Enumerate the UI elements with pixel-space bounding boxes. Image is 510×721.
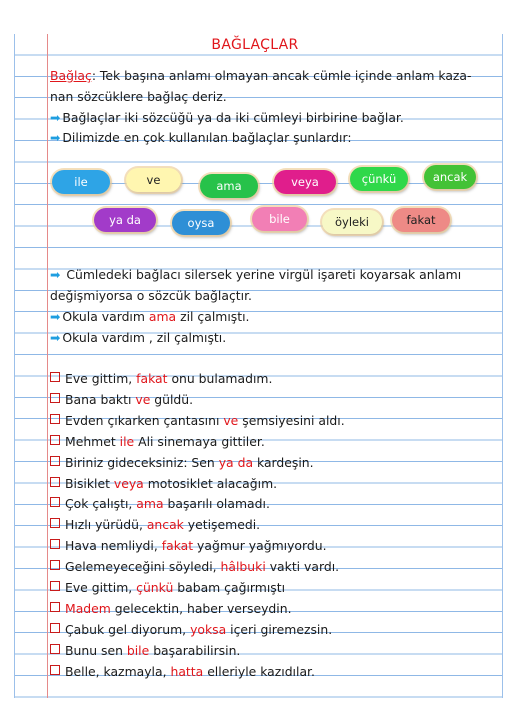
example-text-post: onu bulamadım.	[167, 371, 273, 386]
example-conjunction: ve	[223, 412, 239, 428]
example-conjunction: bile	[126, 642, 150, 658]
rule-example-1-conjunction: ama	[148, 309, 177, 324]
rule-example-1-pre: Okula vardım	[62, 309, 149, 324]
checkbox-square-icon	[50, 414, 60, 424]
conjunction-cloud: veya	[274, 170, 336, 194]
example-text-pre: Bisiklet	[65, 475, 114, 491]
rule-example-2-text: Okula vardım , zil çalmıştı.	[62, 330, 227, 345]
definition-term: Bağlaç	[50, 68, 92, 83]
example-text-pre: Belle, kazmayla,	[65, 663, 171, 679]
checkbox-square-icon	[50, 665, 60, 675]
example-sentence	[50, 662, 494, 682]
example-conjunction: yoksa	[190, 621, 227, 637]
page-title: BAĞLAÇLAR	[211, 37, 299, 53]
checkbox-square-icon	[50, 456, 60, 466]
example-conjunction: hatta	[170, 663, 204, 679]
conjunction-cloud: ve	[126, 168, 181, 192]
example-sentence	[50, 432, 494, 452]
example-conjunction: fakat	[161, 538, 194, 554]
point-2	[50, 128, 494, 148]
checkbox-square-icon	[50, 393, 60, 403]
example-text-post: motosiklet alacağım.	[143, 475, 278, 491]
point-2-text: Dilimizde en çok kullanılan bağlaçlar şunlardır:	[62, 130, 352, 145]
example-text-post: babam çağırmıştı	[173, 580, 286, 595]
example-text-pre: Evden çıkarken çantasını	[65, 412, 224, 428]
arrow-right-icon: ➡	[50, 330, 61, 345]
rule-example-1	[50, 307, 494, 327]
arrow-right-icon: ➡	[50, 110, 61, 125]
example-sentence	[50, 411, 494, 431]
example-text-post: Ali sinemaya gittiler.	[134, 433, 265, 449]
example-conjunction: hâlbuki	[220, 559, 266, 575]
example-sentence	[50, 474, 494, 494]
example-sentence	[50, 557, 494, 577]
checkbox-square-icon	[50, 581, 60, 591]
example-text-post: elleriyle kazıdılar.	[203, 663, 315, 679]
conjunction-cloud: ya da	[94, 208, 156, 232]
example-text-post: kardeşin.	[253, 454, 314, 470]
checkbox-square-icon	[50, 372, 60, 382]
example-text-pre: Çok çalıştı,	[65, 496, 137, 512]
arrow-right-icon: ➡	[50, 309, 61, 324]
example-sentence	[50, 369, 494, 389]
rule-example-2	[50, 328, 494, 348]
example-sentence	[50, 494, 494, 514]
definition-text-1: : Tek başına anlamı olmayan ancak cümle içinde anlam kaza-	[91, 68, 472, 83]
example-sentence	[50, 578, 494, 598]
example-conjunction: ancak	[146, 517, 184, 533]
rule-text-1: Cümledeki bağlacı silersek yerine virgül işareti koyarsak anlamı	[66, 267, 462, 282]
example-text-pre: Biriniz gideceksiniz: Sen	[65, 454, 219, 470]
example-text-post: başarılı olamadı.	[163, 496, 270, 512]
example-text-post: yetişemedi.	[183, 517, 261, 533]
conjunction-cloud: ama	[200, 174, 258, 198]
definition-line-2: nan sözcüklere bağlaç deriz.	[50, 89, 227, 104]
example-sentence	[50, 641, 494, 661]
checkbox-square-icon	[50, 602, 60, 612]
example-conjunction: ama	[136, 496, 164, 512]
checkbox-square-icon	[50, 644, 60, 654]
checkbox-square-icon	[50, 477, 60, 487]
example-text-post: yağmur yağmıyordu.	[193, 538, 327, 554]
checkbox-square-icon	[50, 497, 60, 507]
conjunction-cloud: fakat	[392, 208, 450, 232]
example-conjunction: fakat	[136, 371, 168, 386]
example-text-post: gelecektin, haber verseydin.	[110, 600, 292, 616]
rule-example-1-post: zil çalmıştı.	[176, 309, 250, 324]
example-text-pre: Hızlı yürüdü,	[65, 517, 147, 533]
example-text-pre: Bunu sen	[65, 642, 127, 658]
example-sentence	[50, 515, 494, 535]
point-1	[50, 108, 494, 128]
example-text-post: başarabilirsin.	[149, 642, 241, 658]
point-1-text: Bağlaçlar iki sözcüğü ya da iki cümleyi birbirine bağlar.	[62, 110, 404, 125]
checkbox-square-icon	[50, 623, 60, 633]
example-text-pre: Çabuk gel diyorum,	[65, 621, 191, 637]
example-text-pre: Hava nemliydi,	[65, 538, 162, 554]
definition-line-1	[50, 66, 494, 86]
example-text-pre: Eve gittim,	[65, 580, 137, 595]
example-text-post: şemsiyesini aldı.	[238, 412, 345, 428]
conjunction-cloud: öyleki	[322, 210, 382, 234]
checkbox-square-icon	[50, 435, 60, 445]
checkbox-square-icon	[50, 539, 60, 549]
rule-line-1	[50, 265, 494, 285]
example-text-pre: Bana baktı	[65, 391, 136, 407]
example-sentence	[50, 620, 494, 640]
example-text-post: güldü.	[150, 391, 194, 407]
conjunction-cloud: çünkü	[350, 167, 408, 191]
example-text-pre: Gelemeyeceğini söyledi,	[65, 559, 221, 575]
rule-line-2: değişmiyorsa o sözcük bağlaçtır.	[50, 288, 252, 303]
checkbox-square-icon	[50, 560, 60, 570]
arrow-right-icon: ➡	[50, 267, 61, 282]
margin-line	[47, 34, 48, 698]
example-sentence	[50, 599, 494, 619]
example-conjunction: ile	[119, 433, 135, 449]
conjunction-cloud: bile	[252, 207, 307, 231]
checkbox-square-icon	[50, 518, 60, 528]
example-text-post: vakti vardı.	[265, 559, 340, 575]
conjunction-cloud: oysa	[172, 211, 230, 235]
example-conjunction: ya da	[218, 454, 254, 470]
example-sentence	[50, 453, 494, 473]
conjunction-cloud: ancak	[424, 165, 476, 189]
example-text-pre: Mehmet	[65, 433, 120, 449]
example-sentence	[50, 390, 494, 410]
arrow-right-icon: ➡	[50, 130, 61, 145]
example-conjunction: çünkü	[136, 580, 174, 595]
example-text-post: içeri giremezsin.	[226, 621, 333, 637]
example-sentence	[50, 536, 494, 556]
conjunction-cloud: ile	[52, 170, 110, 194]
example-text-pre: Eve gittim,	[65, 371, 137, 386]
example-conjunction: veya	[113, 475, 144, 491]
example-conjunction: Madem	[65, 600, 111, 616]
example-conjunction: ve	[135, 391, 151, 407]
